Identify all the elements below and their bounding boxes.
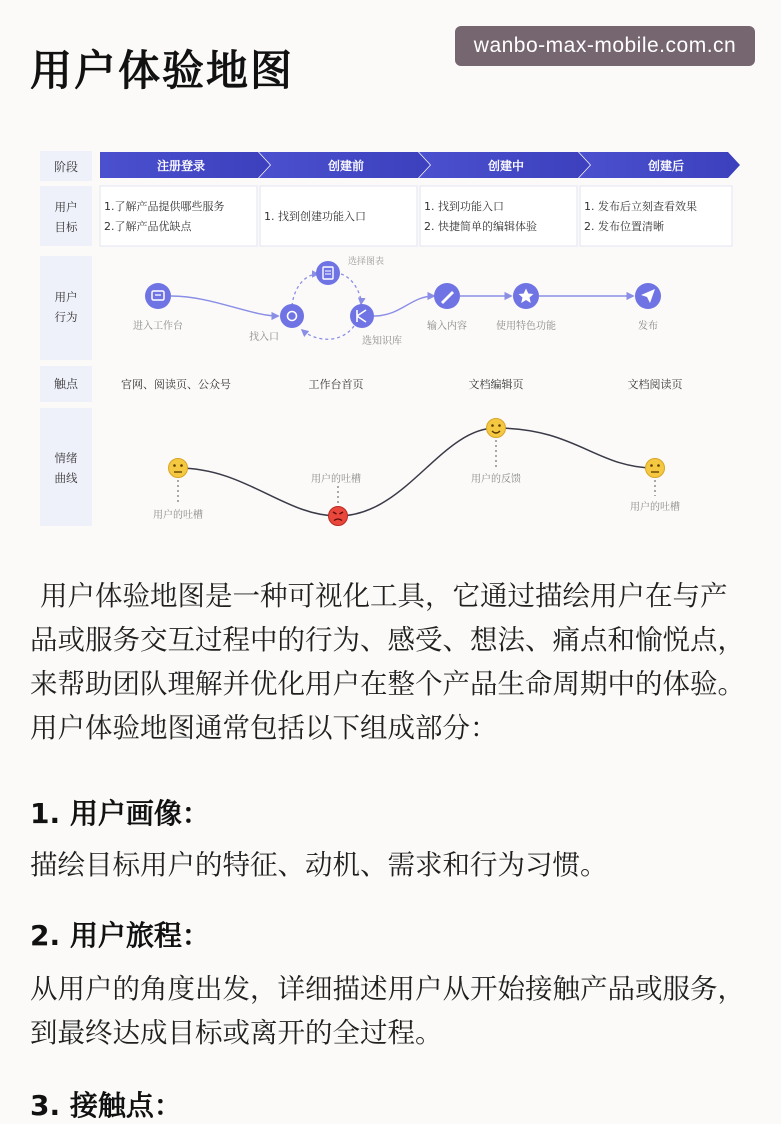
goal-2-1: 1. 找到创建功能入口 bbox=[264, 210, 366, 223]
section-heading-persona: 1. 用户画像： bbox=[30, 797, 210, 830]
behavior-tip: 选择图表 bbox=[347, 257, 385, 267]
label-emotion-1: 情绪 bbox=[54, 451, 78, 465]
experience-map-diagram bbox=[36, 146, 746, 536]
neutral-face-icon bbox=[169, 459, 188, 478]
angry-face-icon bbox=[329, 507, 348, 526]
star-icon bbox=[513, 283, 539, 309]
stage-label-1: 注册登录 bbox=[156, 159, 206, 173]
label-goal-1: 用户 bbox=[54, 200, 78, 214]
emotion-curve bbox=[178, 428, 655, 516]
behavior-flow-line-1 bbox=[171, 296, 278, 316]
touchpoint-1: 官网、阅读页、公众号 bbox=[121, 378, 231, 391]
emotion-label-4: 用户的吐槽 bbox=[630, 502, 680, 513]
behavior-publish: 发布 bbox=[638, 321, 658, 332]
label-stage: 阶段 bbox=[53, 160, 79, 174]
section-heading-journey: 2. 用户旅程： bbox=[30, 919, 210, 952]
section-text-journey: 从用户的角度出发，详细描述用户从开始接触产品或服务，到最终达成目标或离开的全过程。 bbox=[30, 973, 745, 1049]
knowledge-icon bbox=[350, 304, 374, 328]
behavior-find: 找入口 bbox=[249, 332, 279, 343]
happy-face-icon bbox=[487, 419, 506, 438]
touchpoint-4: 文档阅读页 bbox=[627, 378, 683, 391]
goal-3-1: 1. 找到功能入口 bbox=[424, 200, 504, 213]
label-cell-emotion bbox=[40, 408, 92, 526]
goal-4-2: 2. 发布位置清晰 bbox=[584, 220, 664, 233]
touchpoint-3: 文档编辑页 bbox=[468, 378, 524, 391]
section-text-persona: 描绘目标用户的特征、动机、需求和行为习惯。 bbox=[30, 849, 608, 881]
goal-1-1: 1.了解产品提供哪些服务 bbox=[104, 200, 225, 213]
goal-box-4 bbox=[580, 186, 732, 246]
behavior-flow-loop-right bbox=[341, 274, 361, 304]
goal-4-1: 1. 发布后立刻查看效果 bbox=[584, 200, 697, 213]
find-entry-icon bbox=[280, 304, 304, 328]
emotion-label-2: 用户的吐槽 bbox=[311, 474, 361, 485]
label-behavior-1: 用户 bbox=[54, 290, 78, 304]
stage-label-4: 创建后 bbox=[647, 159, 685, 173]
behavior-notice: 选知识库 bbox=[362, 336, 402, 347]
label-touchpoint: 触点 bbox=[53, 377, 79, 391]
emotion-label-3: 用户的反馈 bbox=[471, 474, 521, 485]
behavior-flow-loop-up bbox=[292, 274, 318, 306]
behavior-flow-loop-back bbox=[302, 326, 354, 339]
neutral-face-icon bbox=[646, 459, 665, 478]
stage-label-3: 创建中 bbox=[487, 159, 525, 173]
intro-paragraph: 用户体验地图是一种可视化工具，它通过描绘用户在与产品或服务交互过程中的行为、感受、想法、痛点和愉悦点，来帮助团队理解并优化用户在整个产品生命周期中的体验。用户体验地图通常包括以下组成部分： bbox=[30, 580, 745, 744]
behavior-flow-line-2 bbox=[374, 296, 434, 316]
document-icon bbox=[316, 261, 340, 285]
behavior-feature: 使用特色功能 bbox=[496, 321, 556, 332]
touchpoint-2: 工作台首页 bbox=[308, 378, 364, 391]
goal-box-3 bbox=[420, 186, 577, 246]
behavior-input: 输入内容 bbox=[427, 321, 467, 332]
emotion-label-1: 用户的吐槽 bbox=[153, 510, 203, 521]
behavior-enter: 进入工作台 bbox=[133, 321, 183, 332]
section-heading-touchpoint: 3. 接触点： bbox=[30, 1089, 182, 1122]
send-icon bbox=[635, 283, 661, 309]
label-cell-behavior bbox=[40, 256, 92, 360]
label-goal-2: 目标 bbox=[54, 220, 78, 234]
label-cell-goal bbox=[40, 186, 92, 246]
goal-3-2: 2. 快捷简单的编辑体验 bbox=[424, 220, 537, 233]
label-emotion-2: 曲线 bbox=[54, 471, 78, 485]
pen-icon bbox=[434, 283, 460, 309]
goal-1-2: 2.了解产品优缺点 bbox=[104, 220, 192, 233]
label-behavior-2: 行为 bbox=[54, 310, 78, 324]
watermark: wanbo-max-mobile.com.cn bbox=[455, 26, 755, 66]
goal-box-1 bbox=[100, 186, 257, 246]
stage-label-2: 创建前 bbox=[327, 159, 365, 173]
page-title: 用户体验地图 bbox=[30, 46, 295, 95]
enter-workspace-icon bbox=[145, 283, 171, 309]
